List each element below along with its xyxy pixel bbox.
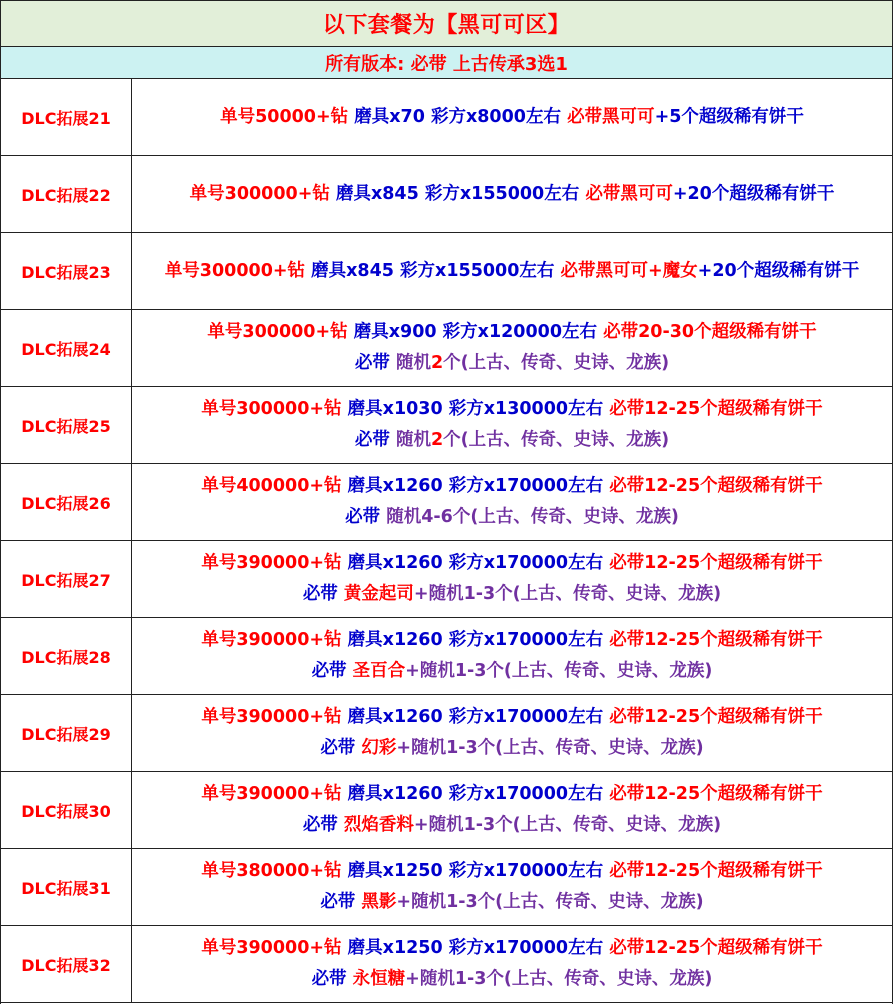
detail-segment: 单号390000+钻 xyxy=(201,938,342,958)
detail-line xyxy=(165,256,859,287)
detail-segment: 磨具x845 彩方x155000左右 xyxy=(329,183,586,204)
detail-segment: 磨具x1260 彩方x170000左右 xyxy=(341,707,610,727)
detail-segment: 圣百合 xyxy=(352,661,406,681)
detail-segment: 磨具x1250 彩方x170000左右 xyxy=(341,861,610,881)
package-label: DLC拓展21 xyxy=(1,79,132,155)
detail-segment: 必带12-25个超级稀有饼干 xyxy=(609,707,823,727)
detail-segment: +随机1-3个(上古、传奇、史诗、龙族) xyxy=(405,969,713,989)
package-label: DLC拓展24 xyxy=(1,310,132,386)
package-details xyxy=(132,310,892,386)
detail-segment: 必带黑可可 xyxy=(585,183,673,204)
table-row xyxy=(1,387,892,464)
package-details xyxy=(132,464,892,540)
package-details xyxy=(132,926,892,1002)
detail-segment: 个(上古、传奇、史诗、龙族) xyxy=(452,507,679,527)
detail-segment: +随机1-3个(上古、传奇、史诗、龙族) xyxy=(413,815,722,835)
detail-segment: 个(上古、传奇、史诗、龙族) xyxy=(443,430,670,450)
detail-segment: +20个超级稀有饼干 xyxy=(672,183,835,204)
package-details xyxy=(132,387,892,463)
detail-segment: 单号300000+钻 xyxy=(164,260,306,281)
detail-segment: 单号300000+钻 xyxy=(207,322,348,342)
package-details xyxy=(132,849,892,925)
detail-line xyxy=(201,856,822,887)
detail-segment: 必带12-25个超级稀有饼干 xyxy=(609,938,823,958)
detail-segment: +随机1-3个(上古、传奇、史诗、龙族) xyxy=(396,892,704,912)
package-label: DLC拓展23 xyxy=(1,233,132,309)
detail-segment: 随机 xyxy=(395,430,431,450)
detail-line xyxy=(201,933,822,964)
table-row xyxy=(1,618,892,695)
detail-segment: 必带 xyxy=(354,430,396,450)
detail-segment: 磨具x70 彩方x8000左右 xyxy=(348,106,568,127)
detail-segment: 磨具x1250 彩方x170000左右 xyxy=(341,938,610,958)
detail-segment: 磨具x845 彩方x155000左右 xyxy=(305,260,561,281)
detail-segment: 必带12-25个超级稀有饼干 xyxy=(609,553,823,573)
detail-segment: 必带 xyxy=(302,584,344,604)
detail-segment: 黄金起司 xyxy=(343,584,414,604)
page-subtitle: 所有版本: 必带 上古传承3选1 xyxy=(325,53,568,75)
detail-segment: 单号50000+钻 xyxy=(220,106,349,127)
detail-segment: 必带黑可可+魔女 xyxy=(560,260,698,281)
detail-segment: 磨具x1260 彩方x170000左右 xyxy=(341,630,610,650)
detail-segment: 磨具x1030 彩方x130000左右 xyxy=(341,399,610,419)
subtitle-banner xyxy=(1,47,892,79)
table-row xyxy=(1,464,892,541)
detail-line xyxy=(345,502,679,533)
detail-line xyxy=(201,548,822,579)
package-details xyxy=(132,541,892,617)
package-table xyxy=(1,79,892,1003)
detail-segment: 单号300000+钻 xyxy=(189,183,330,204)
package-details xyxy=(132,233,892,309)
detail-segment: 磨具x1260 彩方x170000左右 xyxy=(341,784,610,804)
detail-segment: 磨具x1260 彩方x170000左右 xyxy=(341,553,610,573)
package-label: DLC拓展25 xyxy=(1,387,132,463)
package-details xyxy=(132,772,892,848)
table-row xyxy=(1,156,892,233)
detail-line xyxy=(303,810,721,841)
detail-segment: 必带 xyxy=(311,661,353,681)
package-details xyxy=(132,79,892,155)
title-banner xyxy=(1,0,892,47)
detail-segment: 永恒糖 xyxy=(352,969,406,989)
package-label: DLC拓展30 xyxy=(1,772,132,848)
package-details xyxy=(132,695,892,771)
detail-segment: 磨具x1260 彩方x170000左右 xyxy=(341,476,610,496)
detail-segment: 必带20-30个超级稀有饼干 xyxy=(603,322,817,342)
detail-segment: 黑影 xyxy=(361,892,397,912)
table-row xyxy=(1,310,892,387)
package-details xyxy=(132,156,892,232)
detail-segment: +随机1-3个(上古、传奇、史诗、龙族) xyxy=(396,738,704,758)
detail-segment: 单号390000+钻 xyxy=(201,707,342,727)
detail-line xyxy=(320,733,703,764)
detail-segment: 必带12-25个超级稀有饼干 xyxy=(609,861,823,881)
detail-segment: 必带 xyxy=(302,815,344,835)
package-label: DLC拓展22 xyxy=(1,156,132,232)
detail-line xyxy=(201,471,822,502)
detail-segment: 单号300000+钻 xyxy=(201,399,342,419)
detail-line xyxy=(207,317,816,348)
detail-line xyxy=(355,425,669,456)
table-row xyxy=(1,772,892,849)
detail-line xyxy=(190,179,835,210)
table-row xyxy=(1,926,892,1003)
detail-line xyxy=(312,964,713,995)
detail-segment: 单号390000+钻 xyxy=(201,553,342,573)
detail-segment: 2 xyxy=(430,430,444,450)
detail-segment: +5个超级稀有饼干 xyxy=(654,106,804,127)
detail-segment: 必带 xyxy=(345,507,387,527)
detail-segment: 2 xyxy=(430,353,444,373)
detail-segment: +随机1-3个(上古、传奇、史诗、龙族) xyxy=(405,661,713,681)
table-row xyxy=(1,79,892,156)
detail-segment: 必带 xyxy=(320,738,362,758)
detail-line xyxy=(320,887,703,918)
detail-segment: 单号380000+钻 xyxy=(201,861,342,881)
table-row xyxy=(1,849,892,926)
detail-segment: 必带 xyxy=(320,892,362,912)
detail-segment: 必带 xyxy=(354,353,396,373)
detail-segment: 必带 xyxy=(311,969,353,989)
detail-segment: 必带12-25个超级稀有饼干 xyxy=(609,399,823,419)
detail-segment: 必带12-25个超级稀有饼干 xyxy=(609,476,823,496)
detail-segment: +20个超级稀有饼干 xyxy=(697,260,860,281)
detail-segment: 必带12-25个超级稀有饼干 xyxy=(609,630,823,650)
detail-line xyxy=(201,394,822,425)
package-label: DLC拓展29 xyxy=(1,695,132,771)
detail-line xyxy=(201,779,822,810)
detail-segment: +随机1-3个(上古、传奇、史诗、龙族) xyxy=(413,584,722,604)
table-row xyxy=(1,233,892,310)
package-label: DLC拓展28 xyxy=(1,618,132,694)
detail-segment: 单号390000+钻 xyxy=(201,630,342,650)
detail-line xyxy=(201,625,822,656)
package-label: DLC拓展31 xyxy=(1,849,132,925)
detail-line xyxy=(303,579,721,610)
detail-segment: 单号400000+钻 xyxy=(201,476,342,496)
detail-segment: 磨具x900 彩方x120000左右 xyxy=(347,322,604,342)
detail-segment: 幻彩 xyxy=(361,738,397,758)
table-row xyxy=(1,541,892,618)
detail-segment: 必带12-25个超级稀有饼干 xyxy=(609,784,823,804)
detail-line xyxy=(201,702,822,733)
detail-segment: 个(上古、传奇、史诗、龙族) xyxy=(443,353,670,373)
table-row xyxy=(1,695,892,772)
detail-line xyxy=(220,102,804,133)
detail-line xyxy=(312,656,713,687)
package-label: DLC拓展27 xyxy=(1,541,132,617)
package-details xyxy=(132,618,892,694)
detail-segment: 随机4-6 xyxy=(386,507,453,527)
detail-line xyxy=(355,348,669,379)
detail-segment: 烈焰香料 xyxy=(343,815,414,835)
detail-segment: 随机 xyxy=(395,353,431,373)
detail-segment: 单号390000+钻 xyxy=(201,784,342,804)
package-label: DLC拓展32 xyxy=(1,926,132,1002)
package-label: DLC拓展26 xyxy=(1,464,132,540)
detail-segment: 必带黑可可 xyxy=(567,106,655,127)
page-title: 以下套餐为【黑可可区】 xyxy=(322,13,571,38)
